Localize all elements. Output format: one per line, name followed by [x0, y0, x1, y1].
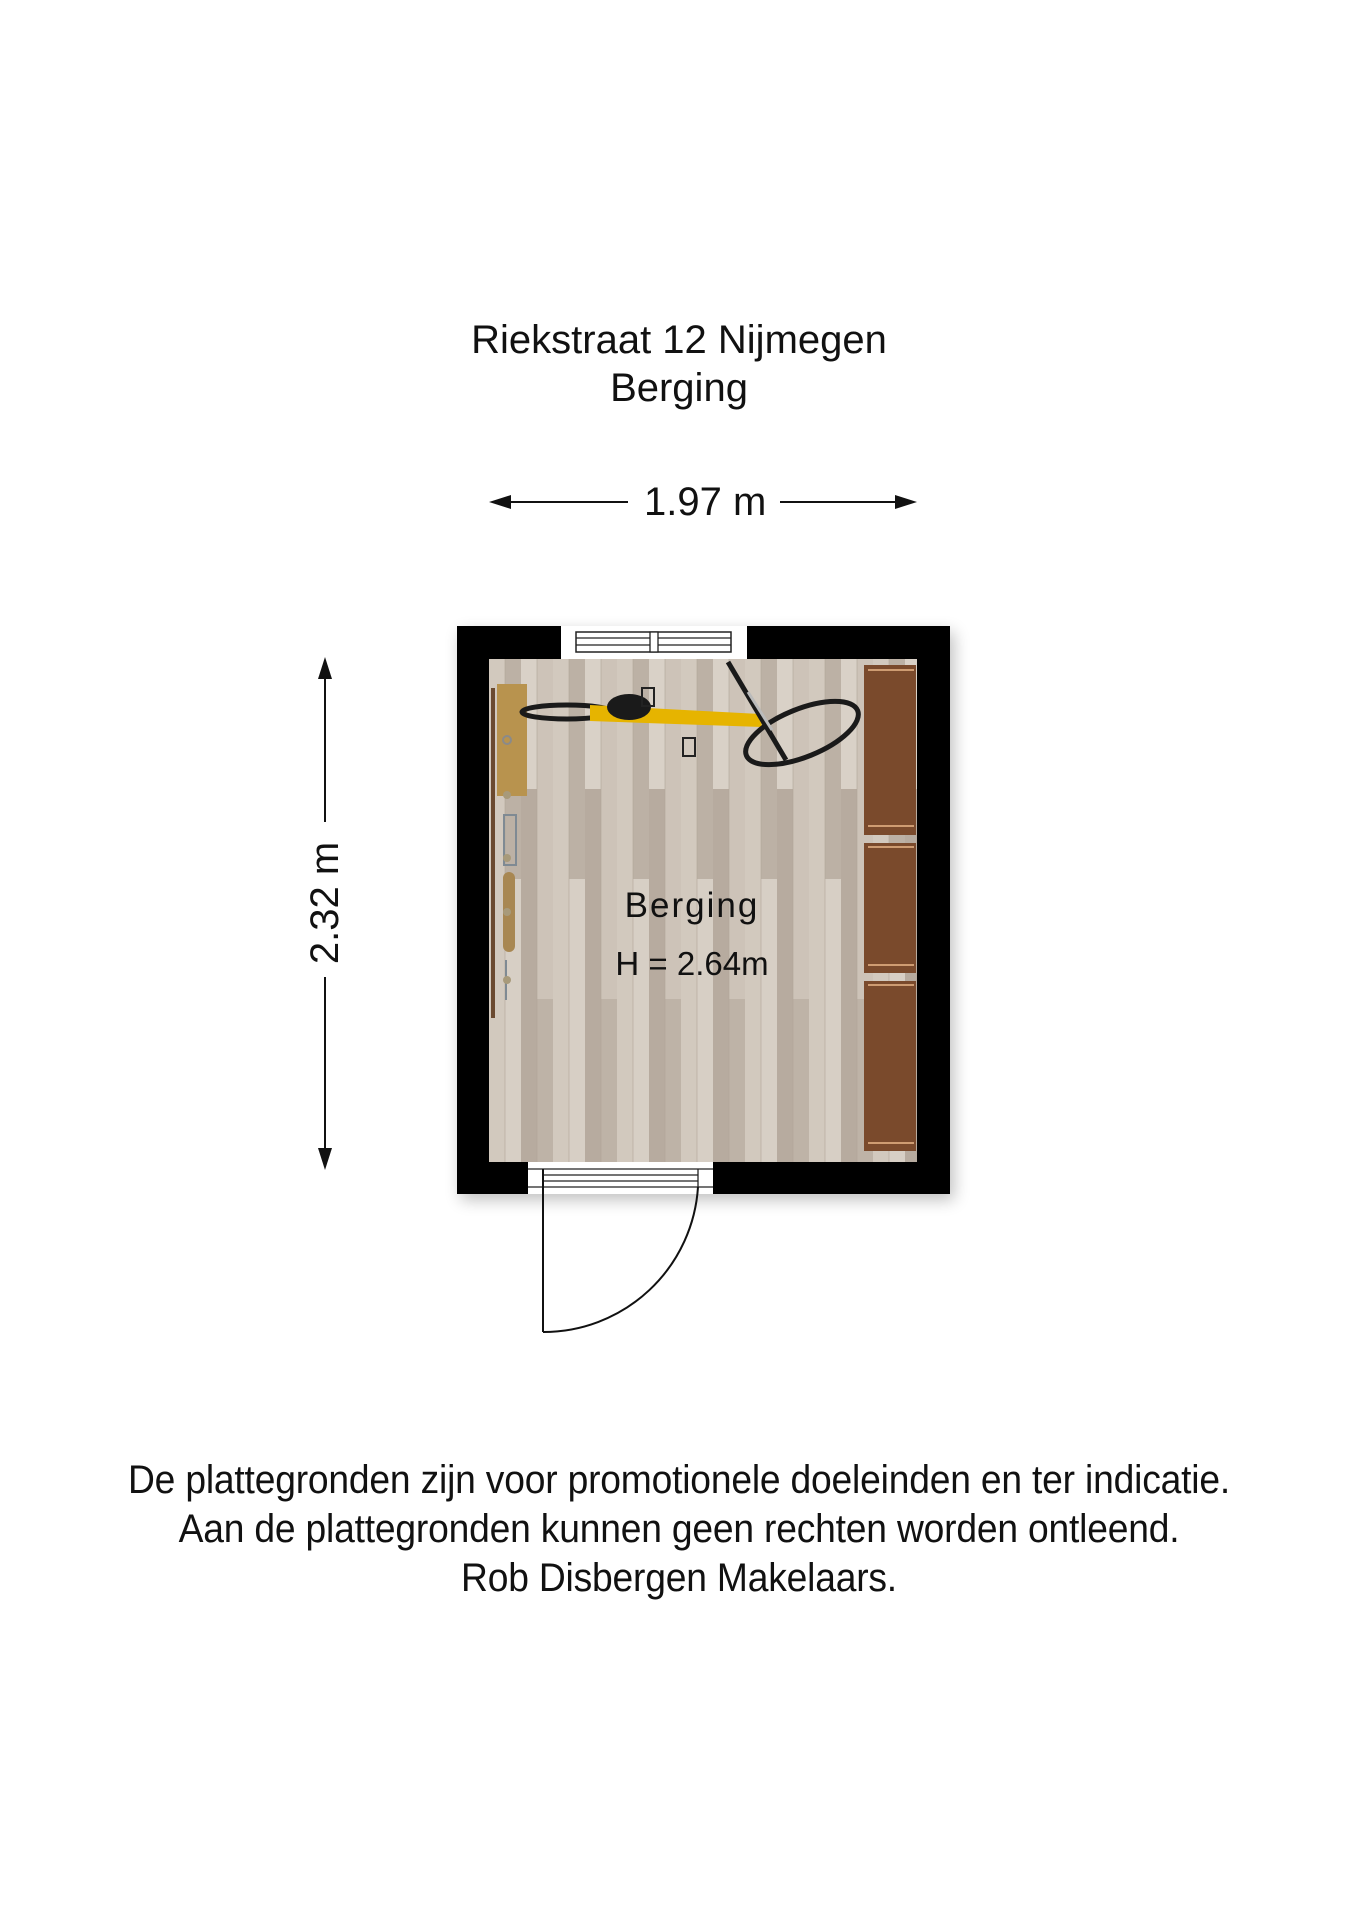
- arrow-down-icon: [318, 1148, 332, 1170]
- room-height: H = 2.64m: [615, 945, 769, 982]
- arrow-right-icon: [895, 495, 917, 509]
- arrow-up-icon: [318, 657, 332, 679]
- door: [528, 1162, 713, 1332]
- company-name: Rob Disbergen Makelaars.: [461, 1556, 897, 1600]
- disclaimer-line-1: De plattegronden zijn voor promotionele doeleinden en ter indicatie.: [127, 1458, 1231, 1502]
- door-swing-arc: [543, 1187, 698, 1332]
- arrow-left-icon: [489, 495, 511, 509]
- disclaimer-line-2: Aan de plattegronden kunnen geen rechten worden ontleend.: [178, 1507, 1180, 1551]
- width-label: 1.97 m: [640, 480, 770, 524]
- room-name: Berging: [624, 886, 760, 925]
- address-title: Riekstraat 12 Nijmegen: [471, 318, 887, 362]
- window: [561, 626, 747, 659]
- floor-name: Berging: [610, 366, 748, 410]
- depth-label: 2.32 m: [303, 838, 347, 968]
- shelving-icon: [864, 665, 916, 1151]
